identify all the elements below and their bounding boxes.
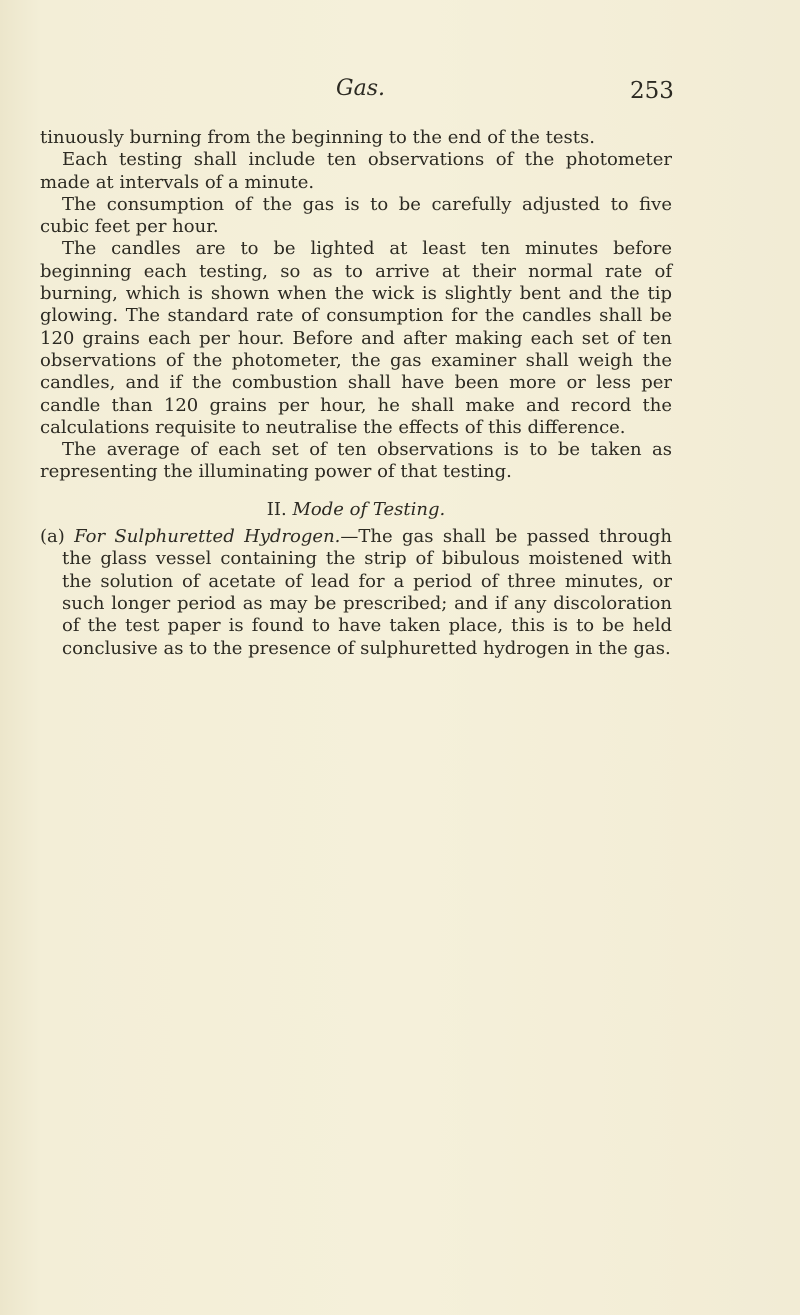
- item-text: —The gas shall be passed through the glass vessel containing the strip of bibulous moistened with the solution of acetate of lead for a period of three minutes, or such longer period as may be prescribed; and if any discoloration of the test paper is found to have taken place, this is to be held conclusive as to the presence of sulphuretted hydrogen in the gas.: [62, 526, 672, 659]
- page-header: [0, 72, 800, 112]
- running-title: Gas.: [336, 76, 385, 101]
- paragraph-average: The average of each set of ten observations is to be taken as representing the illuminating power of that testing.: [40, 439, 672, 483]
- paragraph-observations: Each testing shall include ten observations of the photometer made at intervals of a minute.: [40, 149, 672, 193]
- item-marker: (a): [40, 526, 65, 548]
- paragraph-candles: The candles are to be lighted at least ten minutes before beginning each testing, so as to arrive at their normal rate of burning, which is shown when the wick is slightly bent and the tip glowing. The standard rate of consumption for the candles shall be 120 grains each per hour. Before and after making each set of ten observations of the photometer, the gas examiner shall weigh the candles, and if the combustion shall have been more or less per candle than 120 grains per hour, he shall make and record the calculations requisite to neutralise the effects of this difference.: [40, 238, 672, 438]
- section-number: II.: [266, 498, 287, 520]
- list-item-a: [40, 526, 672, 660]
- section-title: Mode of Testing.: [292, 498, 446, 520]
- paragraph-continuation: tinuously burning from the beginning to the end of the tests.: [40, 127, 595, 148]
- body-text: [40, 127, 672, 660]
- section-heading: [40, 499, 672, 521]
- item-heading: For Sulphuretted Hydrogen.: [74, 526, 341, 548]
- paragraph-consumption: The consumption of the gas is to be carefully adjusted to five cubic feet per hour.: [40, 193, 672, 238]
- page-number: 253: [630, 78, 674, 104]
